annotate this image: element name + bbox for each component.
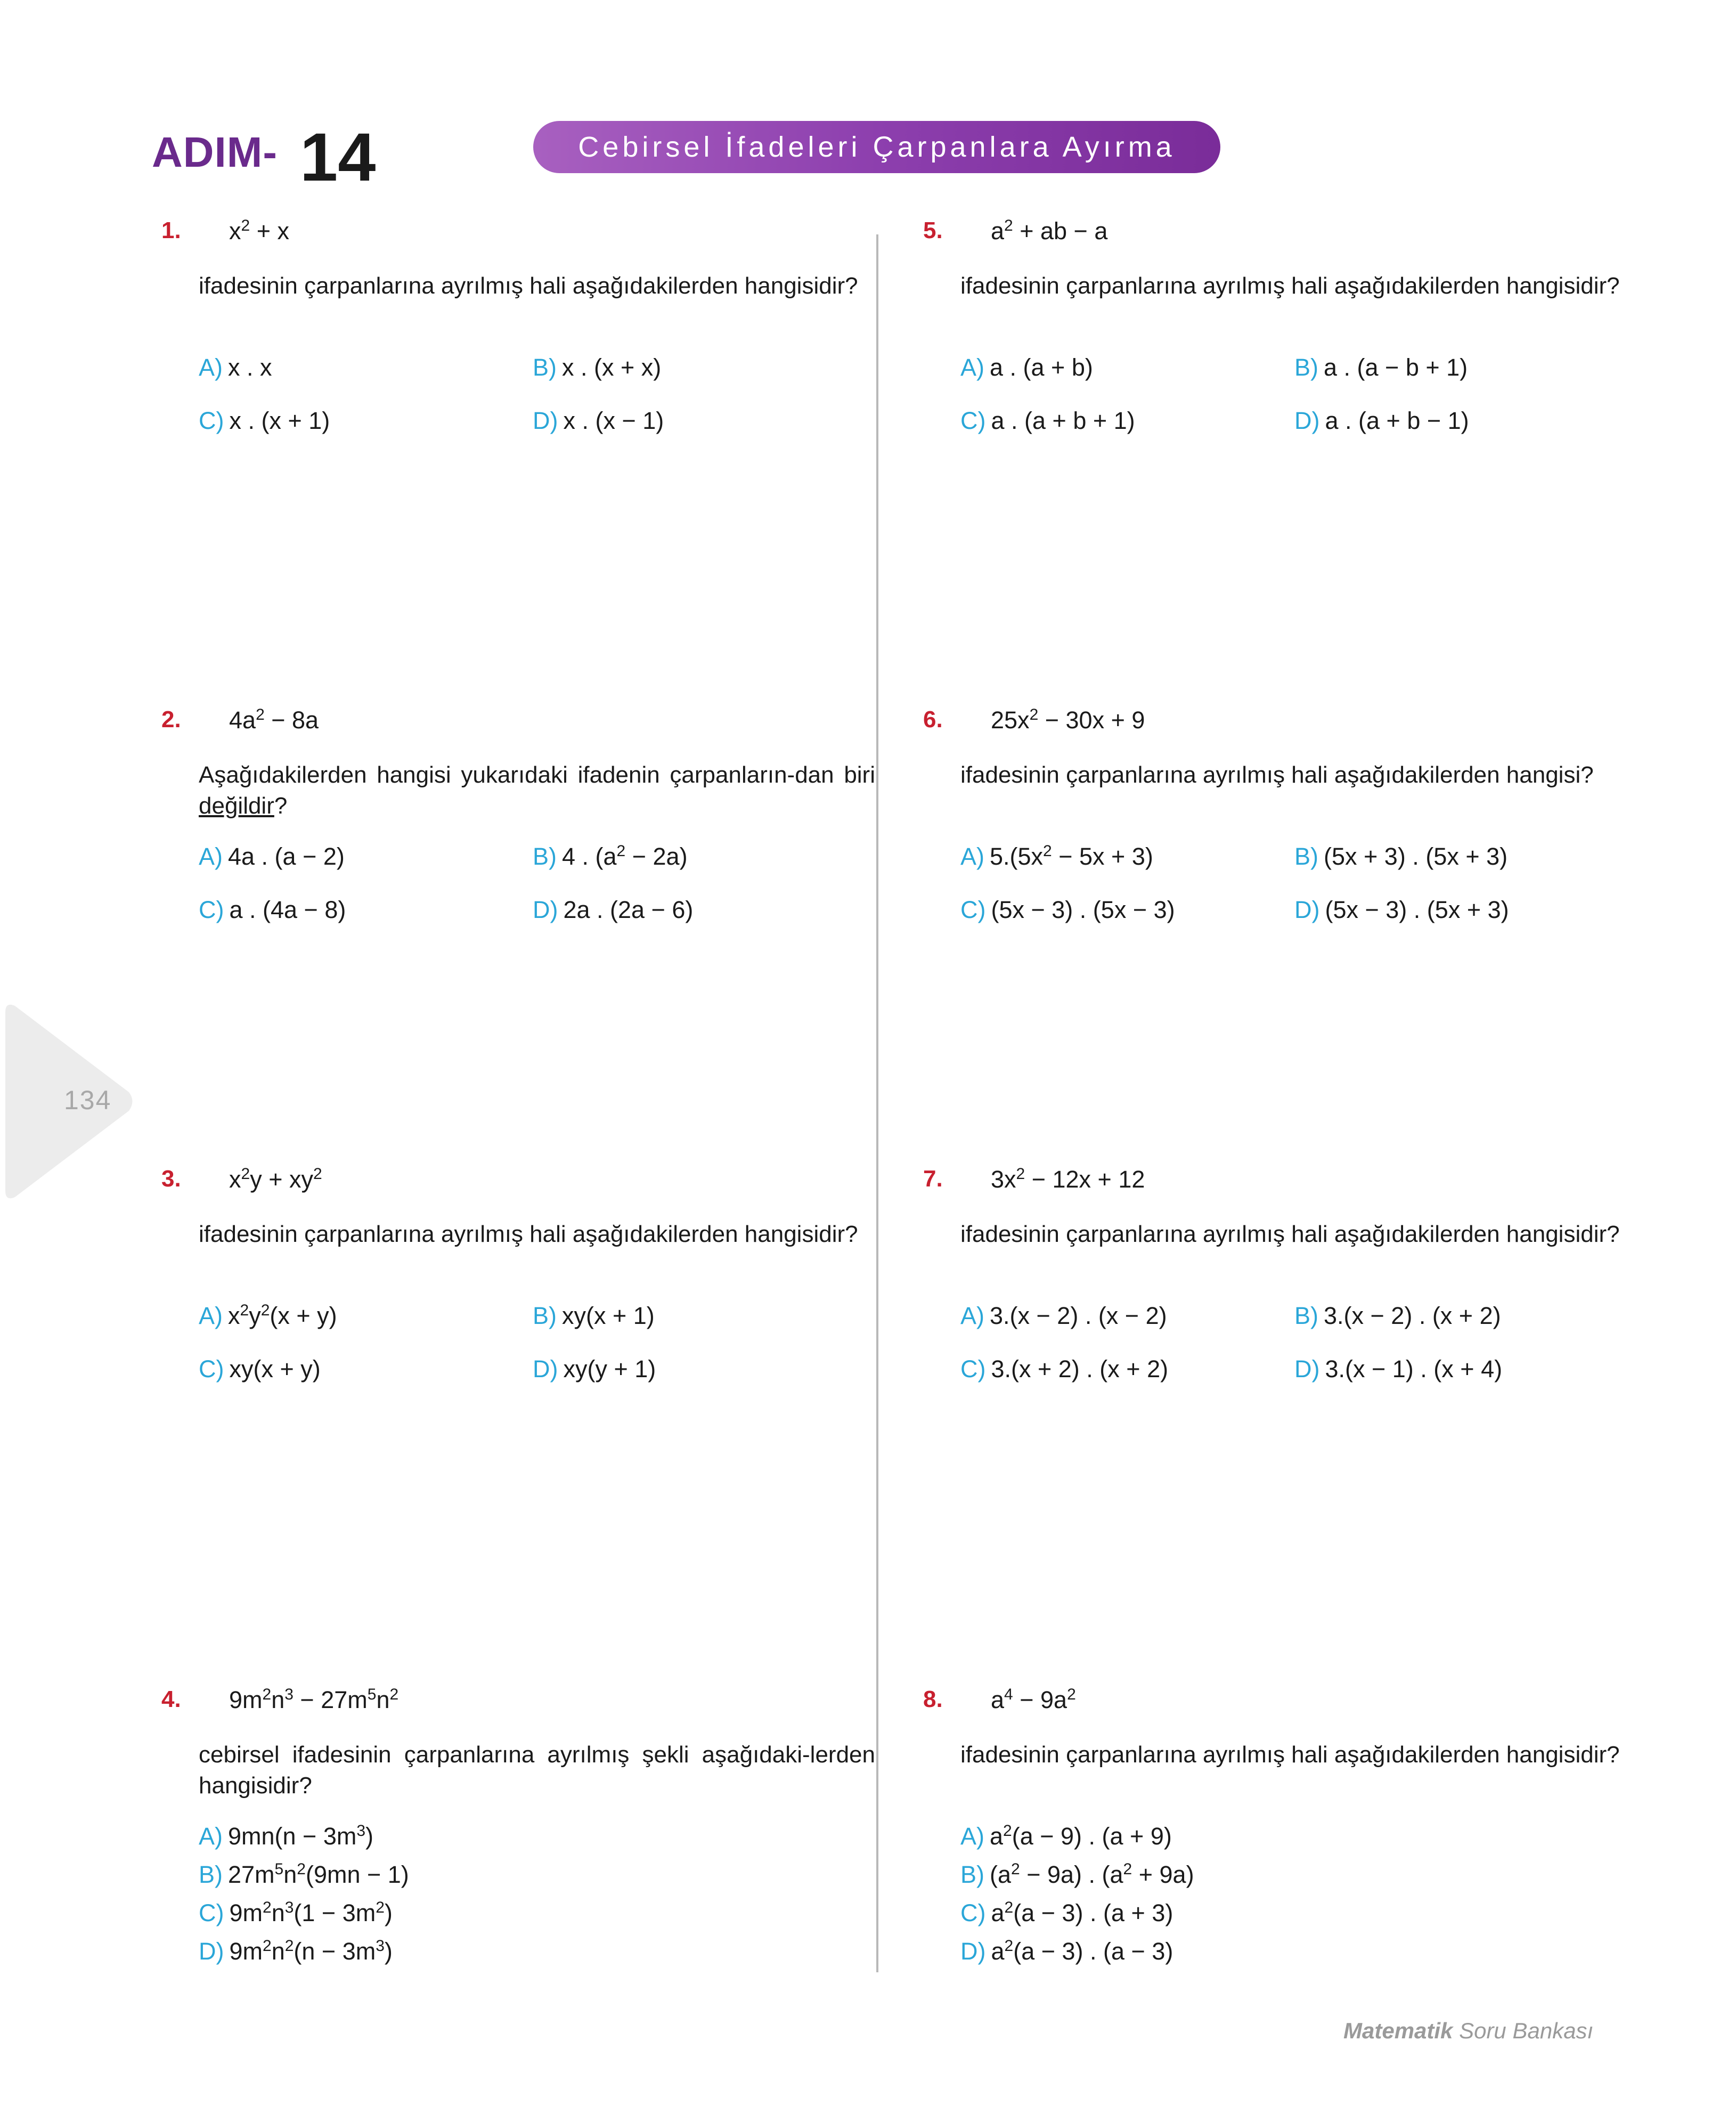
question-number: 6. (923, 706, 943, 733)
option-b[interactable]: B) (5x + 3) . (5x + 3) (1294, 843, 1508, 870)
option-b[interactable]: B) $(a^2 - 9a)$ . $(a^2 + 9a)$ (960, 1860, 1194, 1888)
question-expression: $9m^2n^3 - 27m^5n^2$ (229, 1686, 399, 1713)
question-text: ifadesinin çarpanlarına ayrılmış hali aşağıdakilerden hangisidir? (199, 1221, 858, 1247)
question-text: ifadesinin çarpanlarına ayrılmış hali aşağıdakilerden hangisi? (960, 762, 1594, 788)
question-expression: $a^2$ + ab − a (991, 217, 1108, 245)
step-number: 14 (300, 119, 376, 196)
option-c[interactable]: C) 3.(x + 2) . (x + 2) (960, 1355, 1169, 1383)
option-d[interactable]: D) $a^2(a - 3)$ . (a − 3) (960, 1937, 1173, 1965)
option-d[interactable]: D) 3.(x − 1) . (x + 4) (1294, 1355, 1503, 1383)
question-expression: $4a^2 - 8a$ (229, 706, 319, 734)
option-d[interactable]: D) xy(y + 1) (533, 1355, 656, 1383)
question-text: ifadesinin çarpanlarına ayrılmış hali aşağıdakilerden hangisidir? (960, 273, 1620, 299)
option-c[interactable]: C) xy(x + y) (199, 1355, 321, 1383)
option-a[interactable]: A) 4a . (a − 2) (199, 843, 345, 870)
question-expression: $3x^2 - 12x + 12$ (991, 1165, 1145, 1193)
option-c[interactable]: C) a . (4a − 8) (199, 896, 346, 923)
option-b[interactable]: B) xy(x + 1) (533, 1302, 655, 1329)
column-divider (876, 234, 878, 1972)
option-a[interactable]: A) 3.(x − 2) . (x − 2) (960, 1302, 1167, 1329)
question-expression: $25x^2 - 30x + 9$ (991, 706, 1145, 734)
option-a[interactable]: A) $9mn(n - 3m^3)$ (199, 1822, 374, 1850)
footer-book: Soru Bankası (1453, 2018, 1594, 2043)
option-a[interactable]: A) $5.(5x^2 - 5x + 3)$ (960, 842, 1153, 870)
page-number: 134 (64, 1085, 112, 1115)
chapter-title: Cebirsel İfadeleri Çarpanlara Ayırma (533, 121, 1220, 173)
question-text: cebirsel ifadesinin çarpanlarına ayrılmış şekli aşağıdaki-lerden hangisidir? (199, 1742, 875, 1799)
question-expression: $a^4 - 9a^2$ (991, 1686, 1076, 1713)
option-b[interactable]: B) a . (a − b + 1) (1294, 354, 1468, 381)
option-b[interactable]: B) x . (x + x) (533, 354, 662, 381)
option-a[interactable]: A) x . x (199, 354, 272, 381)
question-text: ifadesinin çarpanlarına ayrılmış hali aşağıdakilerden hangisidir? (960, 1742, 1620, 1768)
option-d[interactable]: D) $9m^2n^2(n - 3m^3)$ (199, 1937, 393, 1965)
question-number: 3. (161, 1166, 181, 1192)
option-a[interactable]: A) a . (a + b) (960, 354, 1093, 381)
question-text: ifadesinin çarpanlarına ayrılmış hali aşağıdakilerden hangisidir? (960, 1221, 1620, 1247)
option-b[interactable]: B) 3.(x − 2) . (x + 2) (1294, 1302, 1501, 1329)
step-label: ADIM- (152, 128, 278, 176)
option-b[interactable]: B) 4 . $(a^2 - 2a)$ (533, 842, 688, 870)
question-number: 5. (923, 217, 943, 243)
book-footer (1343, 2018, 1593, 2044)
option-d[interactable]: D) x . (x − 1) (533, 407, 664, 434)
option-a[interactable]: A) $a^2(a - 9)$ . (a + 9) (960, 1822, 1172, 1850)
option-d[interactable]: D) (5x − 3) . (5x + 3) (1294, 896, 1509, 923)
option-d[interactable]: D) a . (a + b − 1) (1294, 407, 1469, 434)
question-expression: $x^2 + x$ (229, 217, 289, 245)
question-text: Aşağıdakilerden hangisi yukarıdaki ifadenin çarpanların-dan biri değildir? (199, 762, 875, 819)
option-c[interactable]: C) a . (a + b + 1) (960, 407, 1135, 434)
option-c[interactable]: C) (5x − 3) . (5x − 3) (960, 896, 1175, 923)
question-number: 8. (923, 1686, 943, 1712)
option-b[interactable]: B) $27m^5n^2(9mn - 1)$ (199, 1860, 409, 1888)
option-c[interactable]: C) $9m^2n^3(1 - 3m^2)$ (199, 1899, 393, 1926)
question-number: 4. (161, 1686, 181, 1712)
question-number: 1. (161, 217, 181, 243)
option-d[interactable]: D) 2a . (2a − 6) (533, 896, 694, 923)
footer-subject: Matematik (1343, 2018, 1453, 2043)
option-c[interactable]: C) $a^2(a - 3)$ . (a + 3) (960, 1899, 1173, 1926)
question-text: ifadesinin çarpanlarına ayrılmış hali aşağıdakilerden hangisidir? (199, 273, 858, 299)
option-c[interactable]: C) x . (x + 1) (199, 407, 330, 434)
question-number: 7. (923, 1166, 943, 1192)
question-number: 2. (161, 706, 181, 733)
option-a[interactable]: A) $x^2y^2(x + y)$ (199, 1302, 337, 1329)
question-expression: $x^2y + xy^2$ (229, 1165, 322, 1193)
